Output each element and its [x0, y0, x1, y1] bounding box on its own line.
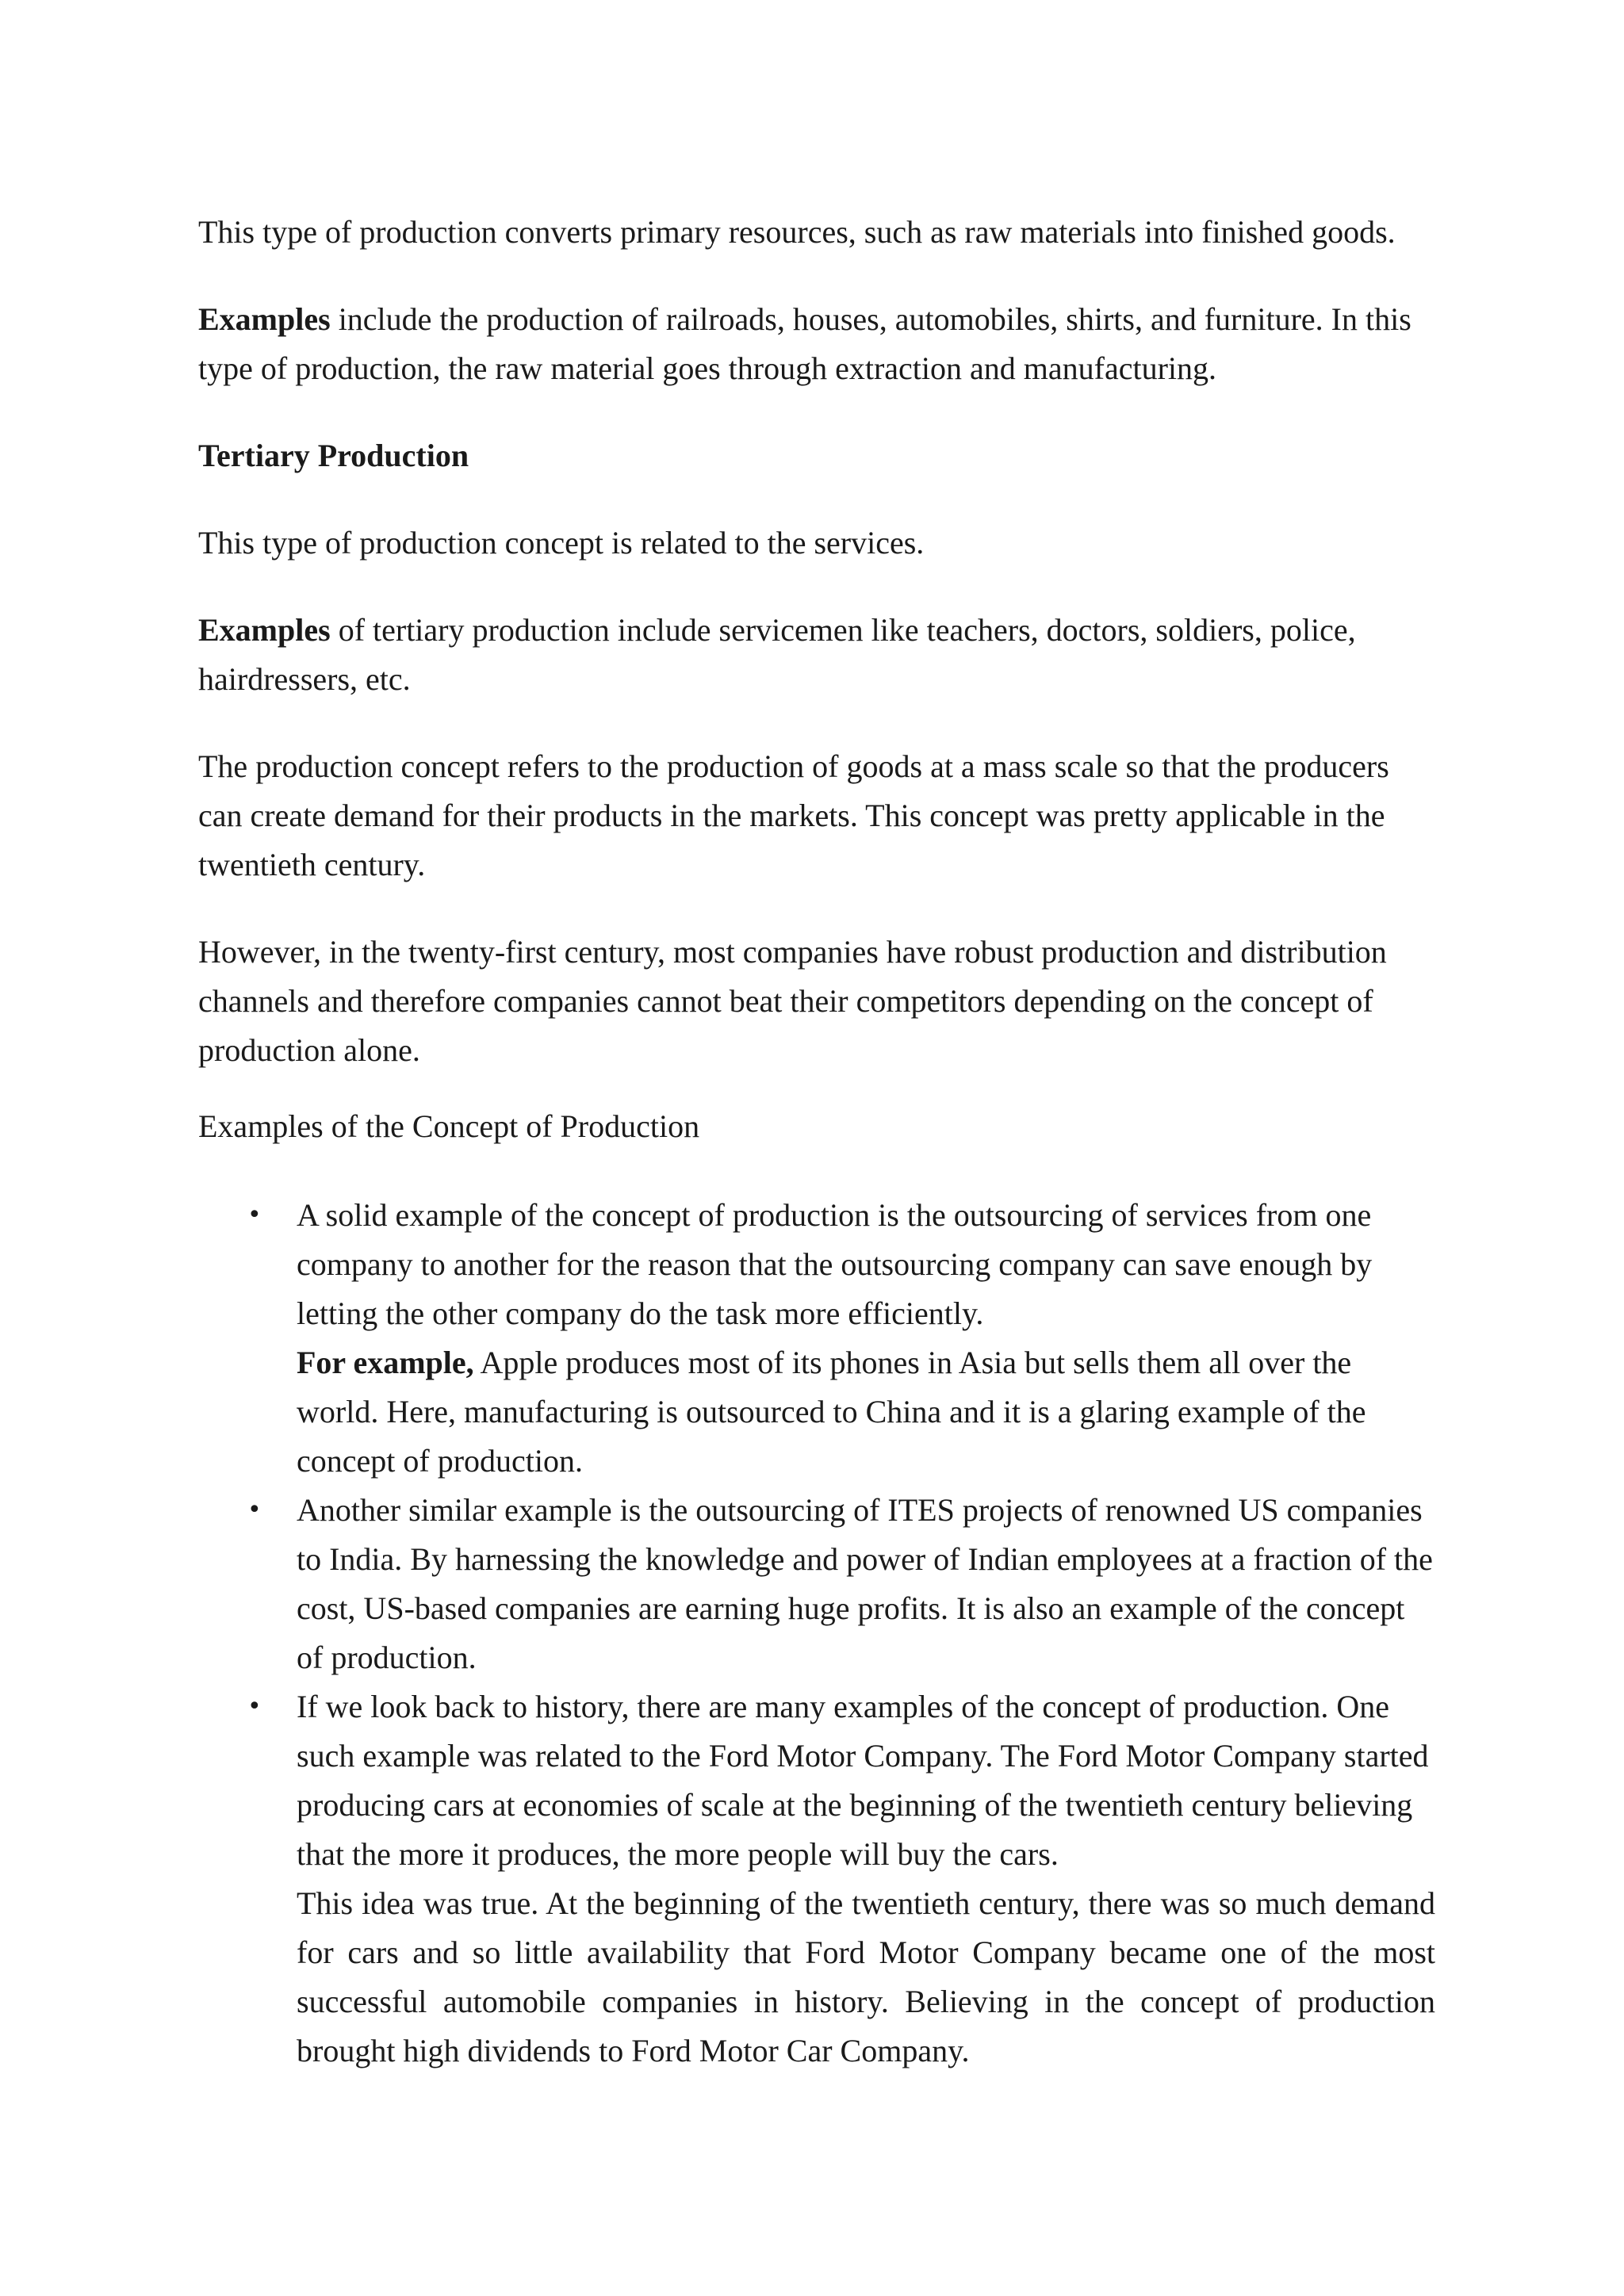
- list-item-continuation: This idea was true. At the beginning of the twentieth century, there was so much demand for cars and so little availability that Ford Motor Company became one of the most successful automobile companies in history. Believing in the concept of production brought high dividends to Ford Motor Car Company.: [297, 1885, 1435, 2068]
- paragraph-tertiary-description: This type of production concept is related to the services.: [198, 525, 925, 561]
- for-example-label: For example,: [297, 1345, 474, 1380]
- paragraph-tertiary-examples: [198, 606, 1435, 704]
- bullet-icon: •: [247, 1693, 262, 1720]
- examples-text: include the production of railroads, houses, automobiles, shirts, and furniture. In this type of production, the raw material goes through extraction and manufacturing.: [198, 301, 1411, 386]
- examples-label: Examples: [198, 301, 331, 337]
- bullet-icon: •: [247, 1201, 262, 1229]
- list-item: [198, 1486, 1435, 1682]
- heading-tertiary-production: Tertiary Production: [198, 438, 469, 473]
- paragraph-secondary-description: This type of production converts primary resources, such as raw materials into finished goods.: [198, 214, 1396, 250]
- bullet-icon: •: [247, 1496, 262, 1524]
- paragraph-secondary-examples: [198, 295, 1435, 393]
- list-item-text: A solid example of the concept of production is the outsourcing of services from one company to another for the reason that the outsourcing company can save enough by letting the other company do the task more efficiently.: [297, 1197, 1373, 1331]
- list-item-example: [297, 1338, 1435, 1486]
- list-item: [198, 1191, 1435, 1486]
- list-item-text: If we look back to history, there are many examples of the concept of production. One such example was related to the Ford Motor Company. The Ford Motor Company started producing cars at economies of scale at the beginning of the twentieth century believing that the more it produces, the more people will buy the cars.: [297, 1689, 1429, 1872]
- examples-text: of tertiary production include servicemen like teachers, doctors, soldiers, police, hairdressers, etc.: [198, 612, 1356, 697]
- paragraph-twenty-first-century: However, in the twenty-first century, most companies have robust production and distribution channels and therefore companies cannot beat their competitors depending on the concept of production alone.: [198, 934, 1387, 1068]
- paragraph-production-concept: The production concept refers to the production of goods at a mass scale so that the producers can create demand for their products in the markets. This concept was pretty applicable in the twentieth century.: [198, 748, 1389, 882]
- list-item: [198, 1682, 1435, 2076]
- list-item-text: Another similar example is the outsourcing of ITES projects of renowned US companies to India. By harnessing the knowledge and power of Indian employees at a fraction of the cost, US-based companies are earning huge profits. It is also an example of the concept of production.: [297, 1492, 1433, 1675]
- examples-list: [198, 1191, 1435, 2076]
- subheading-examples-of-concept: Examples of the Concept of Production: [198, 1108, 700, 1144]
- examples-label: Examples: [198, 612, 331, 648]
- document-page: [198, 208, 1435, 2076]
- list-item-example-text: Apple produces most of its phones in Asia but sells them all over the world. Here, manufacturing is outsourced to China and it is a glaring example of the concept of production.: [297, 1345, 1366, 1479]
